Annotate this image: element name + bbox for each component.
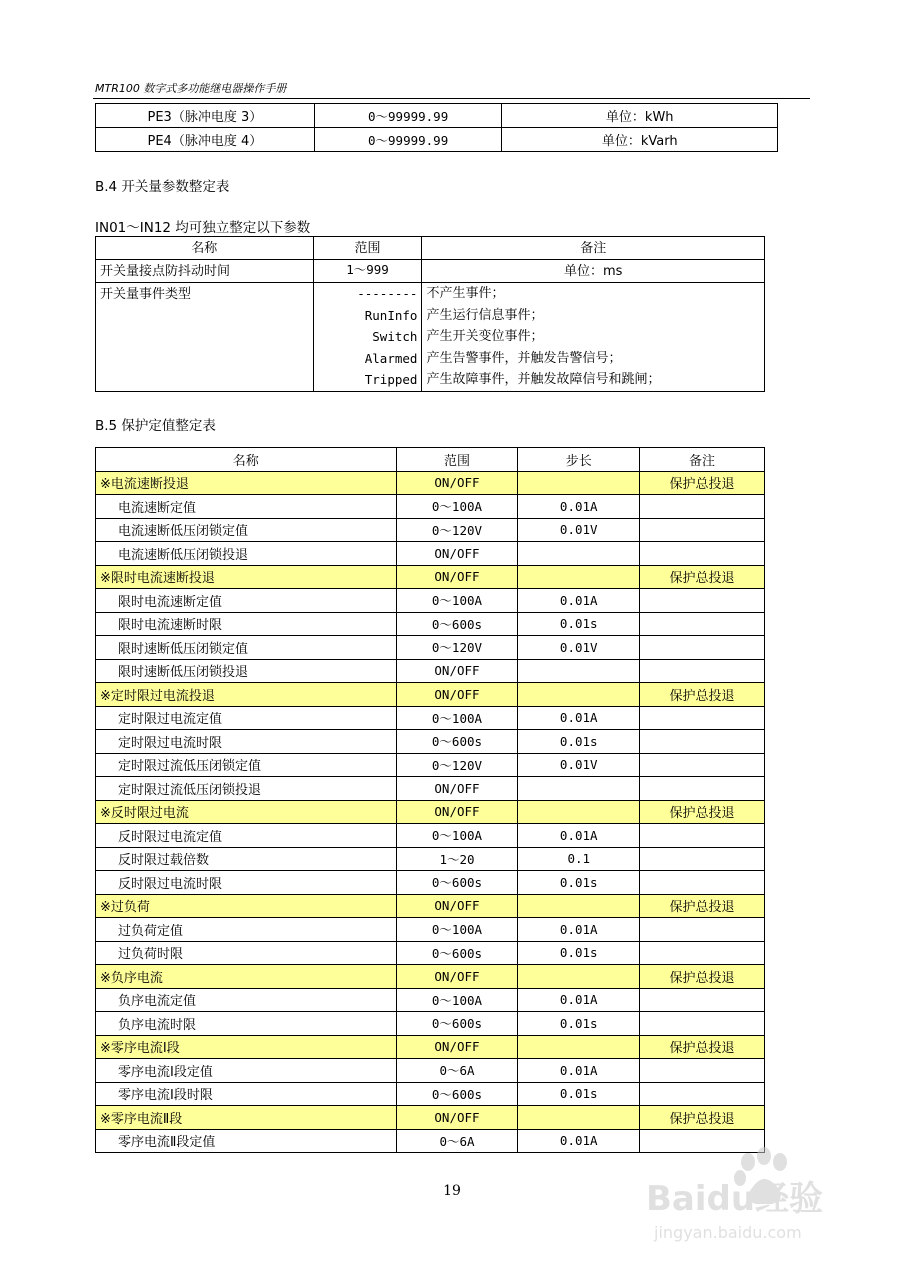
row-step: 0.01A xyxy=(518,988,640,1012)
row-step: 0.01s xyxy=(518,941,640,965)
table-row xyxy=(96,589,765,613)
row-note xyxy=(640,753,765,777)
row-name: 电流速断定值 xyxy=(96,495,397,519)
row-step: 0.01s xyxy=(518,1082,640,1106)
row-name: 反时限过电流定值 xyxy=(96,824,397,848)
switch-param-table xyxy=(95,236,765,392)
section-toggle-row xyxy=(96,800,765,824)
row-range: 0～6A xyxy=(396,1129,518,1153)
row-step xyxy=(518,777,640,801)
row-note xyxy=(640,777,765,801)
col-header-range: 范围 xyxy=(313,237,422,260)
pe4-note: 单位：kVarh xyxy=(502,128,778,152)
protection-setting-table xyxy=(95,447,765,1153)
row-name: 定时限过流低压闭锁定值 xyxy=(96,753,397,777)
table-row xyxy=(96,495,765,519)
col-header-note: 备注 xyxy=(422,237,765,260)
row-range: ON/OFF xyxy=(396,800,518,824)
row-note xyxy=(640,589,765,613)
row-name: 过负荷定值 xyxy=(96,918,397,942)
section-toggle-row xyxy=(96,965,765,989)
row-range: 0～100A xyxy=(396,918,518,942)
row-range: 0～120V xyxy=(396,518,518,542)
event-note: 产生开关变位事件； xyxy=(426,329,544,344)
row-name: 限时速断低压闭锁定值 xyxy=(96,636,397,660)
row-name: 负序电流定值 xyxy=(96,988,397,1012)
row-range: 0～120V xyxy=(396,753,518,777)
row-step xyxy=(518,659,640,683)
row-note xyxy=(640,1082,765,1106)
col-header-name: 名称 xyxy=(96,237,314,260)
row-name: 限时电流速断定值 xyxy=(96,589,397,613)
debounce-name: 开关量接点防抖动时间 xyxy=(96,260,314,283)
row-name: 定时限过电流定值 xyxy=(96,706,397,730)
row-note xyxy=(640,542,765,566)
row-step: 0.01s xyxy=(518,612,640,636)
protection-rows xyxy=(96,471,765,1153)
watermark-brand-text: Baidu经验 xyxy=(646,1179,824,1219)
row-range: ON/OFF xyxy=(396,565,518,589)
row-name: 负序电流时限 xyxy=(96,1012,397,1036)
table-row xyxy=(96,542,765,566)
row-step: 0.01V xyxy=(518,636,640,660)
table-header-row xyxy=(96,237,765,260)
row-note xyxy=(640,636,765,660)
event-range: -------- xyxy=(357,286,418,301)
table-row xyxy=(96,824,765,848)
table-row xyxy=(96,1012,765,1036)
section-toggle-row xyxy=(96,683,765,707)
row-range: 0～600s xyxy=(396,730,518,754)
row-step xyxy=(518,965,640,989)
table-row xyxy=(96,283,765,392)
row-step: 0.01s xyxy=(518,871,640,895)
row-note: 保护总投退 xyxy=(640,471,765,495)
row-note xyxy=(640,1059,765,1083)
debounce-note: 单位：ms xyxy=(422,260,765,283)
row-range: 0～600s xyxy=(396,871,518,895)
row-range: 1～20 xyxy=(396,847,518,871)
row-note xyxy=(640,871,765,895)
row-step: 0.01A xyxy=(518,918,640,942)
table-row xyxy=(96,847,765,871)
row-range: 0～600s xyxy=(396,1012,518,1036)
event-range: Alarmed xyxy=(364,350,418,366)
table-row xyxy=(96,1082,765,1106)
event-note: 产生告警事件，并触发告警信号； xyxy=(426,350,622,366)
row-step xyxy=(518,471,640,495)
event-type-ranges xyxy=(313,283,422,392)
pe4-range: 0～99999.99 xyxy=(314,128,502,152)
row-note xyxy=(640,659,765,683)
row-range: 0～100A xyxy=(396,824,518,848)
row-step: 0.01A xyxy=(518,824,640,848)
row-name: ※过负荷 xyxy=(96,894,397,918)
row-note: 保护总投退 xyxy=(640,683,765,707)
row-name: 电流速断低压闭锁定值 xyxy=(96,518,397,542)
row-step: 0.01A xyxy=(518,1129,640,1153)
event-range: RunInfo xyxy=(364,307,418,323)
row-name: 定时限过电流时限 xyxy=(96,730,397,754)
row-name: 零序电流Ⅱ段定值 xyxy=(96,1129,397,1153)
row-step: 0.01A xyxy=(518,495,640,519)
row-range: ON/OFF xyxy=(396,965,518,989)
col-header-range: 范围 xyxy=(396,448,518,472)
section-b5-title: B.5 保护定值整定表 xyxy=(95,418,216,434)
row-note xyxy=(640,495,765,519)
section-toggle-row xyxy=(96,894,765,918)
row-name: 零序电流Ⅰ段定值 xyxy=(96,1059,397,1083)
row-step xyxy=(518,1106,640,1130)
row-note: 保护总投退 xyxy=(640,1106,765,1130)
row-name: 反时限过载倍数 xyxy=(96,847,397,871)
table-row xyxy=(96,128,778,152)
row-note: 保护总投退 xyxy=(640,894,765,918)
row-range: ON/OFF xyxy=(396,471,518,495)
row-note: 保护总投退 xyxy=(640,1035,765,1059)
row-step: 0.01V xyxy=(518,518,640,542)
row-note xyxy=(640,518,765,542)
col-header-step: 步长 xyxy=(518,448,640,472)
row-range: ON/OFF xyxy=(396,542,518,566)
row-range: 0～6A xyxy=(396,1059,518,1083)
section-toggle-row xyxy=(96,1106,765,1130)
row-range: ON/OFF xyxy=(396,1106,518,1130)
section-toggle-row xyxy=(96,1035,765,1059)
row-note xyxy=(640,1012,765,1036)
table-row xyxy=(96,659,765,683)
table-row xyxy=(96,612,765,636)
row-range: 0～100A xyxy=(396,495,518,519)
section-toggle-row xyxy=(96,471,765,495)
row-step: 0.1 xyxy=(518,847,640,871)
section-b4-intro: IN01～IN12 均可独立整定以下参数 xyxy=(95,220,311,236)
pe4-name: PE4（脉冲电度 4） xyxy=(96,128,315,152)
row-range: ON/OFF xyxy=(396,683,518,707)
row-name: 零序电流Ⅰ段时限 xyxy=(96,1082,397,1106)
col-header-note: 备注 xyxy=(640,448,765,472)
table-row xyxy=(96,753,765,777)
event-note: 产生故障事件，并触发故障信号和跳闸； xyxy=(426,372,661,387)
baidu-watermark-logo xyxy=(640,1142,860,1252)
row-note xyxy=(640,988,765,1012)
pe3-note: 单位：kWh xyxy=(502,104,778,128)
row-note xyxy=(640,706,765,730)
row-range: 0～120V xyxy=(396,636,518,660)
table-row xyxy=(96,518,765,542)
row-step xyxy=(518,1035,640,1059)
row-range: ON/OFF xyxy=(396,659,518,683)
row-name: 电流速断低压闭锁投退 xyxy=(96,542,397,566)
row-step: 0.01A xyxy=(518,706,640,730)
row-range: 0～100A xyxy=(396,589,518,613)
row-note xyxy=(640,941,765,965)
page-number: 19 xyxy=(443,1183,461,1199)
event-range: Switch xyxy=(372,329,418,344)
row-range: 0～600s xyxy=(396,941,518,965)
table-row xyxy=(96,636,765,660)
table-row xyxy=(96,988,765,1012)
row-range: ON/OFF xyxy=(396,894,518,918)
row-note xyxy=(640,918,765,942)
row-range: 0～600s xyxy=(396,1082,518,1106)
table-row xyxy=(96,104,778,128)
pulse-energy-table xyxy=(95,103,778,152)
table-row xyxy=(96,871,765,895)
header-rule xyxy=(93,98,810,99)
row-range: ON/OFF xyxy=(396,777,518,801)
row-note: 保护总投退 xyxy=(640,800,765,824)
table-header-row xyxy=(96,448,765,472)
table-row xyxy=(96,1059,765,1083)
table-row xyxy=(96,777,765,801)
pe3-range: 0～99999.99 xyxy=(314,104,502,128)
event-note: 不产生事件； xyxy=(426,286,505,301)
row-step: 0.01s xyxy=(518,1012,640,1036)
table-row xyxy=(96,730,765,754)
pe3-name: PE3（脉冲电度 3） xyxy=(96,104,315,128)
row-note: 保护总投退 xyxy=(640,565,765,589)
row-step: 0.01A xyxy=(518,589,640,613)
event-type-name: 开关量事件类型 xyxy=(96,283,314,392)
row-name: ※零序电流Ⅱ段 xyxy=(96,1106,397,1130)
row-name: 定时限过流低压闭锁投退 xyxy=(96,777,397,801)
row-name: 限时速断低压闭锁投退 xyxy=(96,659,397,683)
row-name: 限时电流速断时限 xyxy=(96,612,397,636)
section-toggle-row xyxy=(96,565,765,589)
row-name: ※反时限过电流 xyxy=(96,800,397,824)
row-note xyxy=(640,847,765,871)
table-row xyxy=(96,941,765,965)
event-range: Tripped xyxy=(364,372,418,387)
table-row xyxy=(96,260,765,283)
row-step xyxy=(518,542,640,566)
row-step: 0.01s xyxy=(518,730,640,754)
row-step: 0.01V xyxy=(518,753,640,777)
row-step xyxy=(518,800,640,824)
event-note: 产生运行信息事件； xyxy=(426,307,544,323)
row-note xyxy=(640,730,765,754)
row-range: 0～100A xyxy=(396,706,518,730)
row-range: 0～600s xyxy=(396,612,518,636)
row-step: 0.01A xyxy=(518,1059,640,1083)
row-name: ※电流速断投退 xyxy=(96,471,397,495)
col-header-name: 名称 xyxy=(96,448,397,472)
section-b4-title: B.4 开关量参数整定表 xyxy=(95,179,230,195)
watermark-url-text: jingyan.baidu.com xyxy=(654,1223,802,1242)
table-row xyxy=(96,706,765,730)
row-name: ※限时电流速断投退 xyxy=(96,565,397,589)
running-header: MTR100 数字式多功能继电器操作手册 xyxy=(95,82,287,95)
row-note: 保护总投退 xyxy=(640,965,765,989)
row-name: ※定时限过电流投退 xyxy=(96,683,397,707)
row-range: ON/OFF xyxy=(396,1035,518,1059)
table-row xyxy=(96,918,765,942)
row-note xyxy=(640,824,765,848)
row-step xyxy=(518,894,640,918)
row-note xyxy=(640,612,765,636)
row-name: 过负荷时限 xyxy=(96,941,397,965)
row-range: 0～100A xyxy=(396,988,518,1012)
row-name: ※负序电流 xyxy=(96,965,397,989)
row-step xyxy=(518,683,640,707)
debounce-range: 1～999 xyxy=(313,260,422,283)
row-step xyxy=(518,565,640,589)
row-name: ※零序电流Ⅰ段 xyxy=(96,1035,397,1059)
event-type-notes xyxy=(422,283,765,392)
row-name: 反时限过电流时限 xyxy=(96,871,397,895)
